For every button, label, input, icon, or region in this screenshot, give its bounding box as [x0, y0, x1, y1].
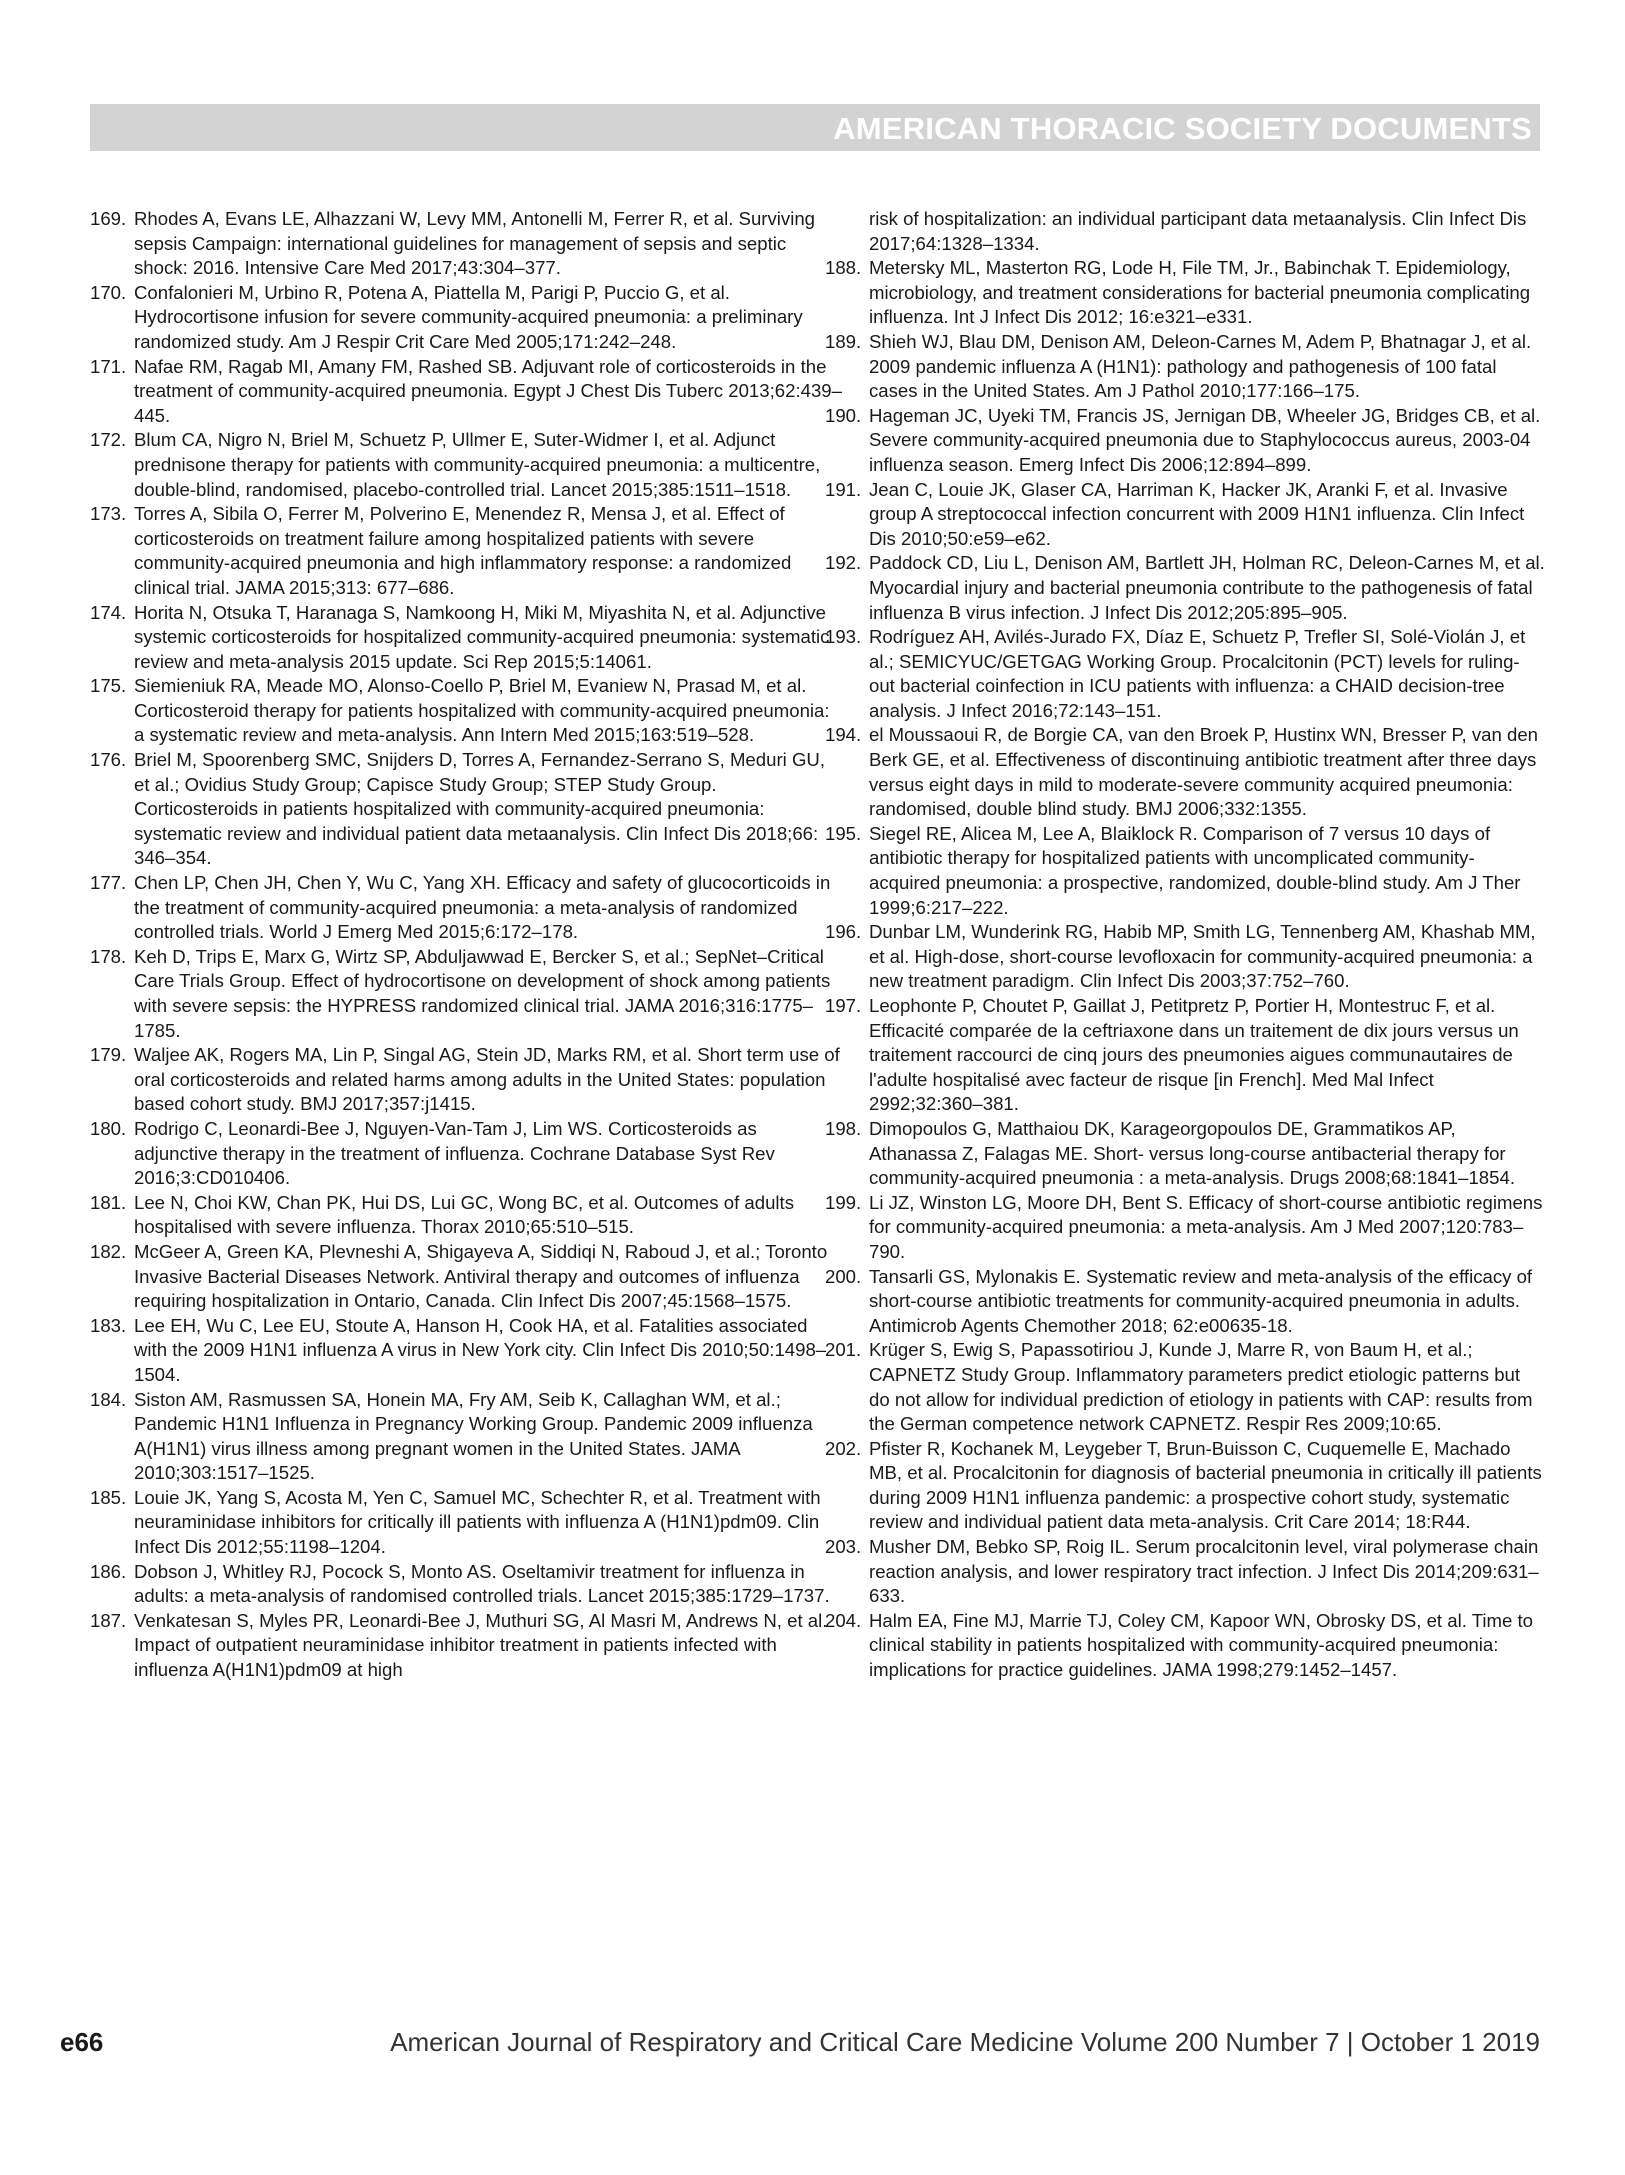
- reference-number: 198.: [825, 1117, 862, 1139]
- reference-item: [90, 1191, 842, 1240]
- reference-text: Horita N, Otsuka T, Haranaga S, Namkoong H, Miki M, Miyashita N, et al. Adjunctive systemic corticosteroids for hospitalized community-acquired pneumonia: systematic review and meta-analysis 2015 update. Sci Rep 2015;5:14061.: [134, 601, 830, 672]
- reference-item: [825, 551, 1545, 625]
- reference-text: Paddock CD, Liu L, Denison AM, Bartlett JH, Holman RC, Deleon-Carnes M, et al. Myocardial injury and bacterial pneumonia contribute to the pathogenesis of fatal influenza B virus infection. J Infect Dis 2012;205:895–905.: [869, 552, 1545, 623]
- reference-text: Siemieniuk RA, Meade MO, Alonso-Coello P, Briel M, Evaniew N, Prasad M, et al. Corticosteroid therapy for patients hospitalized with community-acquired pneumonia: a systematic review and meta-analysis. Ann Intern Med 2015;163:519–528.: [134, 675, 830, 746]
- reference-item: [825, 1338, 1545, 1436]
- reference-item: [825, 1117, 1545, 1191]
- reference-item: [825, 1609, 1545, 1683]
- reference-item: [90, 1117, 842, 1191]
- reference-number: 173.: [90, 503, 127, 525]
- reference-text: Briel M, Spoorenberg SMC, Snijders D, Torres A, Fernandez-Serrano S, Meduri GU, et al.; Ovidius Study Group; Capisce Study Group; STEP Study Group. Corticosteroids in patients hospitalized with community-acquired pneumonia: systematic review and individual patient data metaanalysis. Clin Infect Dis 2018;66: 346–354.: [134, 749, 825, 869]
- reference-number: 176.: [90, 749, 127, 771]
- reference-number: 191.: [825, 478, 862, 500]
- reference-text: Krüger S, Ewig S, Papassotiriou J, Kunde J, Marre R, von Baum H, et al.; CAPNETZ Study Group. Inflammatory parameters predict etiologic patterns but do not allow for individual prediction of etiology in patients with CAP: results from the German competence network CAPNETZ. Respir Res 2009;10:65.: [869, 1339, 1533, 1435]
- reference-item: [90, 1486, 842, 1560]
- reference-number: 188.: [825, 257, 862, 279]
- reference-item: [825, 723, 1545, 821]
- reference-text: Jean C, Louie JK, Glaser CA, Harriman K, Hacker JK, Aranki F, et al. Invasive group A streptococcal infection concurrent with 2009 H1N1 influenza. Clin Infect Dis 2010;50:e59–e62.: [869, 478, 1525, 549]
- reference-text: Confalonieri M, Urbino R, Potena A, Piattella M, Parigi P, Puccio G, et al. Hydrocortisone infusion for severe community-acquired pneumonia: a preliminary randomized study. Am J Respir Crit Care Med 2005;171:242–248.: [134, 281, 803, 352]
- reference-item: [90, 871, 842, 945]
- reference-number: 202.: [825, 1437, 862, 1459]
- reference-item: [825, 1191, 1545, 1265]
- reference-number: 180.: [90, 1117, 127, 1139]
- reference-text: Rodríguez AH, Avilés-Jurado FX, Díaz E, Schuetz P, Trefler SI, Solé-Violán J, et al.; SEMICYUC/GETGAG Working Group. Procalcitonin (PCT) levels for ruling-out bacterial coinfection in ICU patients with influenza: a CHAID decision-tree analysis. J Infect 2016;72:143–151.: [869, 626, 1526, 721]
- reference-item: [825, 994, 1545, 1117]
- reference-number: 197.: [825, 995, 862, 1016]
- reference-text: Lee N, Choi KW, Chan PK, Hui DS, Lui GC, Wong BC, et al. Outcomes of adults hospitalised with severe influenza. Thorax 2010;65:510–515.: [134, 1191, 795, 1238]
- reference-text: Keh D, Trips E, Marx G, Wirtz SP, Abduljawwad E, Bercker S, et al.; SepNet–Critical Care Trials Group. Effect of hydrocortisone on development of shock among patients with severe sepsis: the HYPRESS randomized clinical trial. JAMA 2016;316:1775–1785.: [134, 945, 831, 1041]
- reference-item: [825, 1437, 1545, 1535]
- reference-number: 169.: [90, 208, 127, 229]
- reference-number: 204.: [825, 1609, 862, 1631]
- reference-number: 193.: [825, 626, 862, 648]
- reference-text: McGeer A, Green KA, Plevneshi A, Shigayeva A, Siddiqi N, Raboud J, et al.; Toronto Invasive Bacterial Diseases Network. Antiviral therapy and outcomes of influenza requiring hospitalization in Ontario, Canada. Clin Infect Dis 2007;45:1568–1575.: [134, 1240, 828, 1312]
- reference-text: Siegel RE, Alicea M, Lee A, Blaiklock R. Comparison of 7 versus 10 days of antibiotic therapy for hospitalized patients with uncomplicated community-acquired pneumonia: a prospective, randomized, double-blind study. Am J Ther 1999;6:217–222.: [869, 822, 1521, 918]
- reference-text: Tansarli GS, Mylonakis E. Systematic review and meta-analysis of the efficacy of short-course antibiotic treatments for community-acquired pneumonia in adults. Antimicrob Agents Chemother 2018; 62:e00635-18.: [869, 1265, 1533, 1336]
- reference-item: [90, 428, 842, 502]
- reference-number: 189.: [825, 330, 862, 352]
- reference-text: Li JZ, Winston LG, Moore DH, Bent S. Efficacy of short-course antibiotic regimens for community-acquired pneumonia: a meta-analysis. Am J Med 2007;120:783–790.: [869, 1191, 1543, 1262]
- reference-item: [90, 1609, 842, 1683]
- reference-text: Siston AM, Rasmussen SA, Honein MA, Fry AM, Seib K, Callaghan WM, et al.; Pandemic H1N1 Influenza in Pregnancy Working Group. Pandemic 2009 influenza A(H1N1) virus illness among pregnant women in the United States. JAMA 2010;303:1517–1525.: [134, 1388, 813, 1484]
- reference-number: 175.: [90, 675, 127, 697]
- reference-item: [825, 1535, 1545, 1609]
- reference-text: Leophonte P, Choutet P, Gaillat J, Petitpretz P, Portier H, Montestruc F, et al. Efficacité comparée de la ceftriaxone dans un traitement de dix jours versus un traitement raccourci de cinq jours des pneumonies aigues communautaires de l'adulte hospitalisé avec facteur de risque [in French]. Med Mal Infect 2992;32:360–381.: [869, 995, 1519, 1115]
- journal-citation: American Journal of Respiratory and Critical Care Medicine Volume 200 Number 7 | October 1 2019: [390, 2027, 1540, 2057]
- reference-number: 179.: [90, 1044, 127, 1066]
- reference-text: Rodrigo C, Leonardi-Bee J, Nguyen-Van-Tam J, Lim WS. Corticosteroids as adjunctive therapy in the treatment of influenza. Cochrane Database Syst Rev 2016;3:CD010406.: [134, 1117, 775, 1189]
- reference-text: Chen LP, Chen JH, Chen Y, Wu C, Yang XH. Efficacy and safety of glucocorticoids in the treatment of community-acquired pneumonia: a meta-analysis of randomized controlled trials. World J Emerg Med 2015;6:172–178.: [134, 872, 831, 943]
- reference-text: Venkatesan S, Myles PR, Leonardi-Bee J, Muthuri SG, Al Masri M, Andrews N, et al. Impact of outpatient neuraminidase inhibitor treatment in patients infected with influenza A(H1N1)pdm09 at high: [134, 1609, 828, 1681]
- references-left-column: [90, 207, 842, 1683]
- reference-item: [825, 256, 1545, 330]
- reference-text: Torres A, Sibila O, Ferrer M, Polverino E, Menendez R, Mensa J, et al. Effect of corticosteroids on treatment failure among hospitalized patients with severe community-acquired pneumonia and high inflammatory response: a randomized clinical trial. JAMA 2015;313: 677–686.: [134, 503, 792, 598]
- reference-item: [90, 1314, 842, 1388]
- reference-text: Blum CA, Nigro N, Briel M, Schuetz P, Ullmer E, Suter-Widmer I, et al. Adjunct prednisone therapy for patients with community-acquired pneumonia: a multicentre, double-blind, randomised, placebo-controlled trial. Lancet 2015;385:1511–1518.: [134, 429, 821, 500]
- reference-number: 172.: [90, 429, 127, 451]
- reference-number: 171.: [90, 355, 127, 377]
- page-number: e66: [60, 2027, 104, 2057]
- reference-item: [825, 920, 1545, 994]
- reference-number: 194.: [825, 724, 862, 746]
- section-header-title: AMERICAN THORACIC SOCIETY DOCUMENTS: [833, 111, 1532, 146]
- reference-text: Musher DM, Bebko SP, Roig IL. Serum procalcitonin level, viral polymerase chain reaction analysis, and lower respiratory tract infection. J Infect Dis 2014;209:631–633.: [869, 1536, 1539, 1607]
- reference-item: [825, 625, 1545, 723]
- reference-text: Nafae RM, Ragab MI, Amany FM, Rashed SB. Adjuvant role of corticosteroids in the treatment of community-acquired pneumonia. Egypt J Chest Dis Tuberc 2013;62:439–445.: [134, 355, 842, 426]
- reference-number: [825, 207, 869, 256]
- reference-number: 195.: [825, 822, 862, 844]
- reference-item: [90, 1560, 842, 1609]
- reference-number: 184.: [90, 1388, 127, 1410]
- reference-text: Rhodes A, Evans LE, Alhazzani W, Levy MM, Antonelli M, Ferrer R, et al. Surviving sepsis Campaign: international guidelines for management of sepsis and septic shock: 2016. Intensive Care Med 2017;43:304–377.: [134, 208, 816, 279]
- reference-item: [825, 404, 1545, 478]
- reference-item: [90, 281, 842, 355]
- reference-text: Hageman JC, Uyeki TM, Francis JS, Jernigan DB, Wheeler JG, Bridges CB, et al. Severe community-acquired pneumonia due to Staphylococcus aureus, 2003-04 influenza season. Emerg Infect Dis 2006;12:894–899.: [869, 404, 1541, 475]
- reference-number: 187.: [90, 1609, 127, 1631]
- reference-text: Pfister R, Kochanek M, Leygeber T, Brun-Buisson C, Cuquemelle E, Machado MB, et al. Procalcitonin for diagnosis of bacterial pneumonia in critically ill patients during 2009 H1N1 influenza pandemic: a prospective cohort study, systematic review and individual patient data meta-analysis. Crit Care 2014; 18:R44.: [869, 1437, 1542, 1533]
- reference-number: 196.: [825, 921, 862, 943]
- references-right-column: [825, 207, 1545, 1683]
- reference-item: [90, 1043, 842, 1117]
- reference-item: [90, 748, 842, 871]
- reference-item: [825, 1265, 1545, 1339]
- reference-text: Louie JK, Yang S, Acosta M, Yen C, Samuel MC, Schechter R, et al. Treatment with neuraminidase inhibitors for critically ill patients with influenza A (H1N1)pdm09. Clin Infect Dis 2012;55:1198–1204.: [134, 1486, 821, 1558]
- reference-number: 199.: [825, 1191, 862, 1213]
- reference-number: 186.: [90, 1560, 127, 1582]
- reference-item: [825, 822, 1545, 920]
- reference-item: [90, 1388, 842, 1486]
- reference-text: Waljee AK, Rogers MA, Lin P, Singal AG, Stein JD, Marks RM, et al. Short term use of oral corticosteroids and related harms among adults in the United States: population based cohort study. BMJ 2017;357:j1415.: [134, 1044, 840, 1115]
- reference-number: 201.: [825, 1339, 862, 1361]
- reference-text: Lee EH, Wu C, Lee EU, Stoute A, Hanson H, Cook HA, et al. Fatalities associated with the 2009 H1N1 influenza A virus in New York city. Clin Infect Dis 2010;50:1498–1504.: [134, 1314, 827, 1385]
- reference-number: 192.: [825, 552, 862, 574]
- reference-item: [90, 207, 842, 281]
- section-header-bar: [90, 104, 1540, 151]
- reference-number: 181.: [90, 1191, 127, 1213]
- reference-text: el Moussaoui R, de Borgie CA, van den Broek P, Hustinx WN, Bresser P, van den Berk GE, et al. Effectiveness of discontinuing antibiotic treatment after three days versus eight days in mild to moderate-severe community acquired pneumonia: randomised, double blind study. BMJ 2006;332:1355.: [869, 724, 1539, 820]
- reference-item: [90, 502, 842, 600]
- page-footer: [60, 2025, 1540, 2061]
- reference-item: [825, 478, 1545, 552]
- reference-number: 177.: [90, 872, 127, 894]
- reference-item: [90, 355, 842, 429]
- reference-text: Halm EA, Fine MJ, Marrie TJ, Coley CM, Kapoor WN, Obrosky DS, et al. Time to clinical stability in patients hospitalized with community-acquired pneumonia: implications for practice guidelines. JAMA 1998;279:1452–1457.: [869, 1609, 1534, 1681]
- reference-text: Dunbar LM, Wunderink RG, Habib MP, Smith LG, Tennenberg AM, Khashab MM, et al. High-dose, short-course levofloxacin for community-acquired pneumonia: a new treatment paradigm. Clin Infect Dis 2003;37:752–760.: [869, 921, 1536, 992]
- reference-number: 174.: [90, 601, 127, 623]
- reference-number: 203.: [825, 1536, 862, 1558]
- reference-text: Dobson J, Whitley RJ, Pocock S, Monto AS. Oseltamivir treatment for influenza in adults: a meta-analysis of randomised controlled trials. Lancet 2015;385:1729–1737.: [134, 1560, 830, 1607]
- reference-item: [825, 207, 1545, 256]
- reference-number: 170.: [90, 281, 127, 303]
- reference-item: [90, 601, 842, 675]
- reference-number: 182.: [90, 1240, 127, 1262]
- reference-text: Shieh WJ, Blau DM, Denison AM, Deleon-Carnes M, Adem P, Bhatnagar J, et al. 2009 pandemic influenza A (H1N1): pathology and pathogenesis of 100 fatal cases in the United States. Am J Pathol 2010;177:166–175.: [869, 330, 1532, 402]
- reference-number: 200.: [825, 1265, 862, 1287]
- reference-text: Dimopoulos G, Matthaiou DK, Karageorgopoulos DE, Grammatikos AP, Athanassa Z, Falagas ME. Short- versus long-course antibacterial therapy for community-acquired pneumonia : a meta-analysis. Drugs 2008;68:1841–1854.: [869, 1117, 1515, 1189]
- reference-item: [90, 945, 842, 1043]
- reference-number: 178.: [90, 945, 127, 967]
- reference-item: [90, 1240, 842, 1314]
- reference-number: 185.: [90, 1486, 127, 1508]
- reference-item: [825, 330, 1545, 404]
- reference-text: Metersky ML, Masterton RG, Lode H, File TM, Jr., Babinchak T. Epidemiology, microbiology, and treatment considerations for bacterial pneumonia complicating influenza. Int J Infect Dis 2012; 16:e321–e331.: [869, 257, 1531, 328]
- reference-text: risk of hospitalization: an individual participant data metaanalysis. Clin Infect Dis 2017;64:1328–1334.: [869, 208, 1527, 254]
- reference-number: 190.: [825, 404, 862, 426]
- reference-item: [90, 674, 842, 748]
- reference-number: 183.: [90, 1314, 127, 1336]
